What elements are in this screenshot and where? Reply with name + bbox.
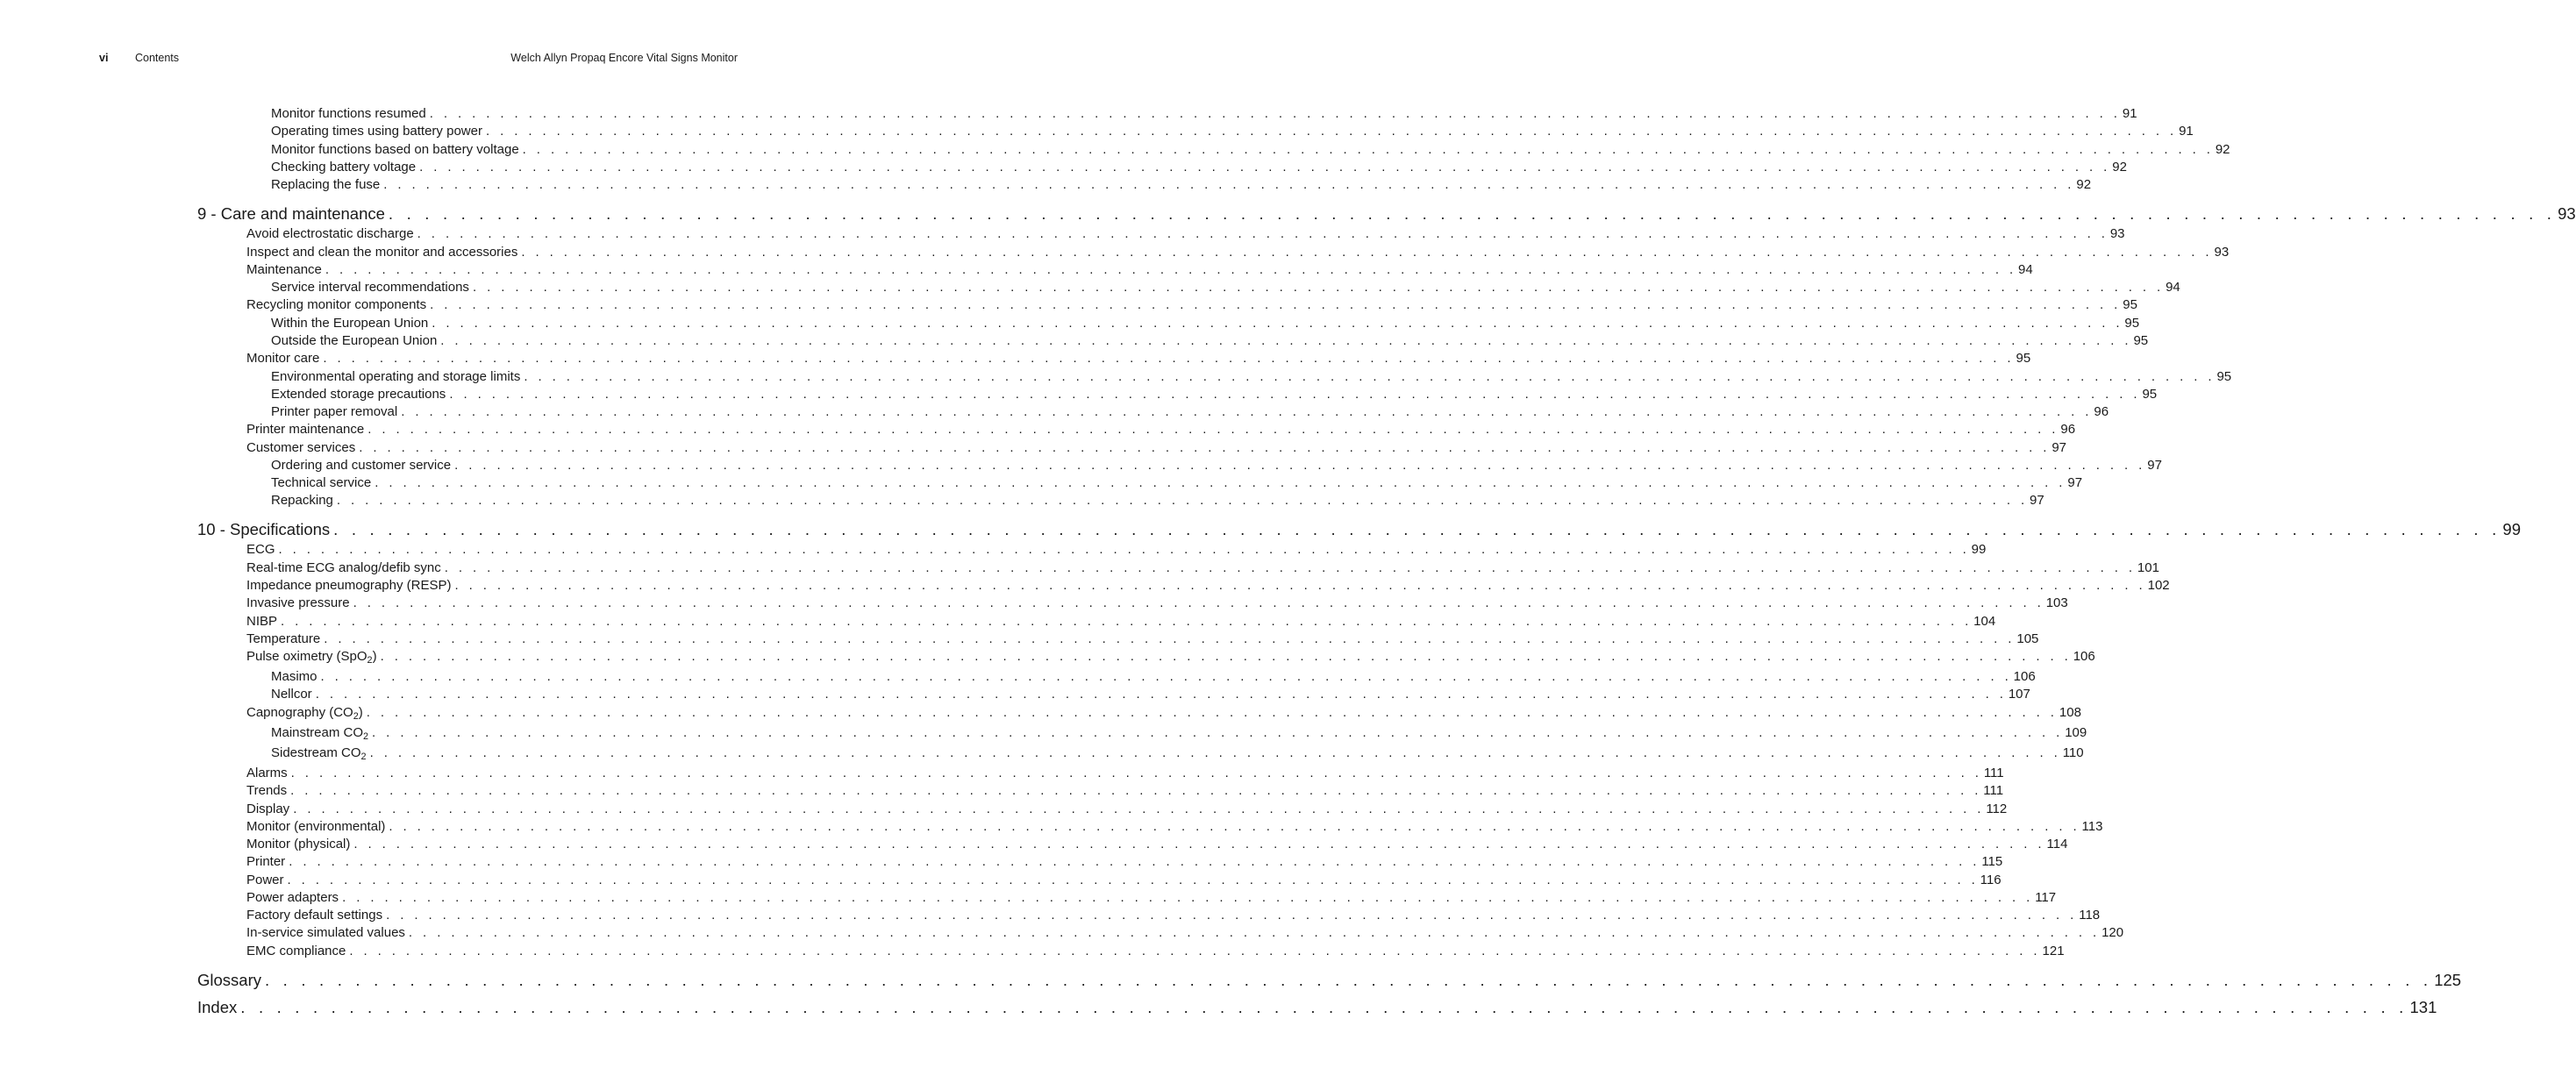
toc-entry[interactable]	[271, 369, 2232, 384]
dot-leader: . . . . . . . . . . . . . . . . . . . . . . . . . . . . . . . . . . . . . . . . . . . . . . . . . . . . . . . . . . . . . . . . . . . . . . . . . . . . . . . . . . . . . . . . . . . . . . . . . . . . . . . . . . . . . . . . . . . . . . . .	[342, 890, 2034, 905]
dot-leader: . . . . . . . . . . . . . . . . . . . . . . . . . . . . . . . . . . . . . . . . . . . . . . . . . . . . . . . . . . . . . . . . . . . . . . . . . . . . . . . . . . . . . . . . . . . . . . . . . . . . . . . . . . . . . . . . . . . . . . . .	[408, 925, 2101, 940]
toc-entry-title: Printer	[246, 854, 286, 869]
toc-page-number: 93	[2109, 226, 2125, 241]
dot-leader: . . . . . . . . . . . . . . . . . . . . . . . . . . . . . . . . . . . . . . . . . . . . . . . . . . . . . . . . . . . . . . . . . . . . . . . . . . . . . . . . . . . . . . . . . . . . . . . . . . . . . . . . . . . . . . . . . . . . . . . .	[324, 631, 2016, 646]
toc-page-number: 93	[2558, 204, 2576, 223]
toc-entry-title: Monitor (environmental)	[246, 819, 386, 834]
dot-leader: . . . . . . . . . . . . . . . . . . . . . . . . . . . . . . . . . . . . . . . . . . . . . . . . . . . . . . . . . . . . . . . . . . . . . . . . . . . . . . . . . . . . . . . . . . . . . . . . . . . . . . . . . . . . . . . . . . . . . . . .	[278, 542, 1970, 557]
dot-leader: . . . . . . . . . . . . . . . . . . . . . . . . . . . . . . . . . . . . . . . . . . . . . . . . . . . . . . . . . . . . . . . . . . . . . . . . . . . . . . . . . . . . . . . . . . . . . . . . . . . . . . . . . . . . . . . . . . . . . . . .	[432, 316, 2123, 331]
toc-page-number: 95	[2123, 297, 2137, 312]
toc-entry[interactable]	[271, 124, 2194, 139]
toc-entry-title: Masimo	[271, 669, 318, 684]
toc-entry-title: Monitor functions based on battery voltage	[271, 142, 519, 157]
toc-entry-title: Monitor functions resumed	[271, 106, 426, 121]
toc-page-number: 93	[2214, 245, 2230, 260]
document-title: Welch Allyn Propaq Encore Vital Signs Monitor	[510, 52, 738, 64]
toc-page-number: 99	[1971, 542, 1987, 557]
toc-page-number: 102	[2147, 578, 2170, 593]
toc-entry[interactable]	[246, 245, 2230, 260]
subscript: 2	[353, 711, 359, 723]
dot-leader: . . . . . . . . . . . . . . . . . . . . . . . . . . . . . . . . . . . . . . . . . . . . . . . . . . . . . . . . . . . . . . . . . . . . . . . . . . . . . . . . . . . . . . . . . . . . . . . . . . . . . . . . . . . . . . . . . . . . . . . .	[336, 493, 2029, 508]
dot-leader: . . . . . . . . . . . . . . . . . . . . . . . . . . . . . . . . . . . . . . . . . . . . . . . . . . . . . . . . . . . . . . . . . . . . . . . . . . . . . . . . . . . . . . . . . . . . . . . . . . . . . . . . . . . . . . . . . . . . . . . .	[333, 520, 2501, 538]
toc-entry-title: Sidestream $CO_2$	[271, 745, 367, 763]
toc-entry[interactable]	[246, 854, 2003, 869]
toc-entry[interactable]	[246, 766, 2004, 780]
dot-leader: . . . . . . . . . . . . . . . . . . . . . . . . . . . . . . . . . . . . . . . . . . . . . . . . . . . . . . . . . . . . . . . . . . . . . . . . . . . . . . . . . . . . . . . . . . . . . . . . . . . . . . . . . . . . . . . . . . . . . . . .	[325, 262, 2017, 277]
toc-entry-title: Replacing the fuse	[271, 177, 381, 192]
toc-entry[interactable]	[246, 631, 2039, 646]
toc-entry-title: Power adapters	[246, 890, 339, 905]
dot-leader: . . . . . . . . . . . . . . . . . . . . . . . . . . . . . . . . . . . . . . . . . . . . . . . . . . . . . . . . . . . . . . . . . . . . . . . . . . . . . . . . . . . . . . . . . . . . . . . . . . . . . . . . . . . . . . . . . . . . . . . .	[521, 245, 2213, 260]
toc-page-number: 95	[2133, 333, 2149, 348]
toc-page-number: 113	[2081, 819, 2103, 834]
subscript: 2	[367, 655, 373, 666]
toc-page-number: 96	[2094, 404, 2109, 419]
toc-entry-title: In-service simulated values	[246, 925, 405, 940]
toc-entry-title: Monitor care	[246, 351, 320, 366]
toc-page-number: 106	[2013, 669, 2036, 684]
dot-leader: . . . . . . . . . . . . . . . . . . . . . . . . . . . . . . . . . . . . . . . . . . . . . . . . . . . . . . . . . . . . . . . . . . . . . . . . . . . . . . . . . . . . . . . . . . . . . . . . . . . . . . . . . . . . . . . . . . . . . . . .	[388, 204, 2557, 223]
toc-entry-title: Extended storage precautions	[271, 387, 446, 402]
toc-entry-title: 10 - Specifications	[197, 520, 331, 538]
toc-entry[interactable]	[271, 687, 2030, 702]
dot-leader: . . . . . . . . . . . . . . . . . . . . . . . . . . . . . . . . . . . . . . . . . . . . . . . . . . . . . . . . . . . . . . . . . . . . . . . . . . . . . . . . . . . . . . . . . . . . . . . . . . . . . . . . . . . . . . . . . . . . . . . .	[454, 578, 2146, 593]
dot-leader: . . . . . . . . . . . . . . . . . . . . . . . . . . . . . . . . . . . . . . . . . . . . . . . . . . . . . . . . . . . . . . . . . . . . . . . . . . . . . . . . . . . . . . . . . . . . . . . . . . . . . . . . . . . . . . . . . . . . . . . .	[430, 297, 2122, 312]
dot-leader: . . . . . . . . . . . . . . . . . . . . . . . . . . . . . . . . . . . . . . . . . . . . . . . . . . . . . . . . . . . . . . . . . . . . . . . . . . . . . . . . . . . . . . . . . . . . . . . . . . . . . . . . . . . . . . . . . . . . . . . .	[472, 280, 2165, 295]
toc-entry-title: Maintenance	[246, 262, 322, 277]
toc-page-number: 108	[2059, 705, 2081, 720]
dot-leader: . . . . . . . . . . . . . . . . . . . . . . . . . . . . . . . . . . . . . . . . . . . . . . . . . . . . . . . . . . . . . . . . . . . . . . . . . . . . . . . . . . . . . . . . . . . . . . . . . . . . . . . . . . . . . . . . . . . . . . . .	[401, 404, 2093, 419]
section-title: Contents	[135, 52, 180, 64]
dot-leader: . . . . . . . . . . . . . . . . . . . . . . . . . . . . . . . . . . . . . . . . . . . . . . . . . . . . . . . . . . . . . . . . . . . . . . . . . . . . . . . . . . . . . . . . . . . . . . . . . . . . . . . . . . . . . . . . . . . . . . . .	[419, 160, 2111, 175]
toc-entry-title: Recycling monitor components	[246, 297, 427, 312]
dot-leader: . . . . . . . . . . . . . . . . . . . . . . . . . . . . . . . . . . . . . . . . . . . . . . . . . . . . . . . . . . . . . . . . . . . . . . . . . . . . . . . . . . . . . . . . . . . . . . . . . . . . . . . . . . . . . . . . . . . . . . . .	[417, 226, 2109, 241]
toc-entry[interactable]	[271, 725, 2087, 743]
toc-entry[interactable]	[271, 142, 2230, 157]
toc-entry-title: Index	[197, 998, 238, 1016]
toc-page-number: 95	[2142, 387, 2158, 402]
toc-entry[interactable]	[246, 226, 2125, 241]
toc-page-number: 118	[2079, 908, 2101, 923]
toc-page-number: 91	[2122, 106, 2137, 121]
toc-page-number: 125	[2434, 971, 2462, 989]
toc-entry-title: Checking battery voltage	[271, 160, 417, 175]
toc-page-number: 116	[1980, 873, 2002, 887]
toc-entry[interactable]	[271, 669, 2036, 684]
toc-page-number: 92	[2112, 160, 2127, 175]
toc-entry-title: Inspect and clean the monitor and accessories	[246, 245, 518, 260]
toc-entry-title: Service interval recommendations	[271, 280, 469, 295]
dot-leader: . . . . . . . . . . . . . . . . . . . . . . . . . . . . . . . . . . . . . . . . . . . . . . . . . . . . . . . . . . . . . . . . . . . . . . . . . . . . . . . . . . . . . . . . . . . . . . . . . . . . . . . . . . . . . . . . . . . . . . . .	[524, 369, 2216, 384]
toc-entry-title: Display	[246, 802, 290, 816]
toc-entry-title: Operating times using battery power	[271, 124, 482, 139]
toc-entry-title: Temperature	[246, 631, 321, 646]
toc-page-number: 111	[1983, 766, 2004, 780]
toc-page-number: 114	[2046, 837, 2068, 851]
dot-leader: . . . . . . . . . . . . . . . . . . . . . . . . . . . . . . . . . . . . . . . . . . . . . . . . . . . . . . . . . . . . . . . . . . . . . . . . . . . . . . . . . . . . . . . . . . . . . . . . . . . . . . . . . . . . . . . . . . . . . . . .	[353, 595, 2044, 610]
toc-entry[interactable]	[246, 351, 2031, 366]
toc-page-number: 111	[1983, 783, 2004, 798]
toc-entry[interactable]	[271, 106, 2137, 121]
toc-page-number: 97	[2030, 493, 2044, 508]
toc-page-number: 94	[2166, 280, 2180, 295]
toc-entry[interactable]	[246, 649, 2095, 666]
toc-entry[interactable]	[246, 422, 2076, 437]
toc-entry[interactable]	[271, 387, 2158, 402]
subscript: 2	[363, 731, 369, 743]
toc-page-number: 95	[2016, 351, 2031, 366]
toc-entry-title: Invasive pressure	[246, 595, 350, 610]
toc-entry-title: Capnography $(CO_2)$	[246, 705, 363, 723]
toc-page-number: 97	[2052, 440, 2067, 455]
toc-entry-title: Monitor (physical)	[246, 837, 351, 851]
dot-leader: . . . . . . . . . . . . . . . . . . . . . . . . . . . . . . . . . . . . . . . . . . . . . . . . . . . . . . . . . . . . . . . . . . . . . . . . . . . . . . . . . . . . . . . . . . . . . . . . . . . . . . . . . . . . . . . . . . . . . . . .	[389, 819, 2080, 834]
toc-entry-title: Impedance pneumography (RESP)	[246, 578, 452, 593]
toc-entry[interactable]	[246, 890, 2057, 905]
toc-entry-title: 9 - Care and maintenance	[197, 204, 385, 223]
toc-page-number: 92	[2076, 177, 2092, 192]
toc-page-number: 97	[2147, 458, 2162, 473]
toc-page-number: 109	[2065, 725, 2087, 740]
toc-entry[interactable]	[271, 177, 2092, 192]
toc-page-number: 95	[2216, 369, 2232, 384]
toc-entry[interactable]	[246, 944, 2065, 958]
dot-leader: . . . . . . . . . . . . . . . . . . . . . . . . . . . . . . . . . . . . . . . . . . . . . . . . . . . . . . . . . . . . . . . . . . . . . . . . . . . . . . . . . . . . . . . . . . . . . . . . . . . . . . . . . . . . . . . . . . . . . . . .	[240, 998, 2408, 1016]
toc-page-number: 103	[2045, 595, 2068, 610]
toc-page-number: 117	[2035, 890, 2057, 905]
dot-leader: . . . . . . . . . . . . . . . . . . . . . . . . . . . . . . . . . . . . . . . . . . . . . . . . . . . . . . . . . . . . . . . . . . . . . . . . . . . . . . . . . . . . . . . . . . . . . . . . . . . . . . . . . . . . . . . . . . . . . . . .	[366, 705, 2058, 720]
toc-entry-title: Within the European Union	[271, 316, 429, 331]
toc-entry[interactable]	[246, 819, 2103, 834]
toc-page-number: 112	[1986, 802, 2008, 816]
toc-page-number: 99	[2502, 520, 2521, 538]
toc-entry[interactable]	[246, 783, 2004, 798]
dot-leader: . . . . . . . . . . . . . . . . . . . . . . . . . . . . . . . . . . . . . . . . . . . . . . . . . . . . . . . . . . . . . . . . . . . . . . . . . . . . . . . . . . . . . . . . . . . . . . . . . . . . . . . . . . . . . . . . . . . . . . . .	[522, 142, 2214, 157]
toc-entry-title: Power	[246, 873, 284, 887]
dot-leader: . . . . . . . . . . . . . . . . . . . . . . . . . . . . . . . . . . . . . . . . . . . . . . . . . . . . . . . . . . . . . . . . . . . . . . . . . . . . . . . . . . . . . . . . . . . . . . . . . . . . . . . . . . . . . . . . . . . . . . . .	[449, 387, 2141, 402]
toc-page-number: 131	[2409, 998, 2437, 1016]
dot-leader: . . . . . . . . . . . . . . . . . . . . . . . . . . . . . . . . . . . . . . . . . . . . . . . . . . . . . . . . . . . . . . . . . . . . . . . . . . . . . . . . . . . . . . . . . . . . . . . . . . . . . . . . . . . . . . . . . . . . . . . .	[290, 766, 1982, 780]
toc-page-number: 104	[1973, 614, 1996, 629]
toc-entry-title: Repacking	[271, 493, 333, 508]
dot-leader: . . . . . . . . . . . . . . . . . . . . . . . . . . . . . . . . . . . . . . . . . . . . . . . . . . . . . . . . . . . . . . . . . . . . . . . . . . . . . . . . . . . . . . . . . . . . . . . . . . . . . . . . . . . . . . . . . . . . . . . .	[454, 458, 2146, 473]
toc-entry[interactable]	[271, 745, 2084, 763]
toc-entry[interactable]	[271, 475, 2083, 490]
dot-leader: . . . . . . . . . . . . . . . . . . . . . . . . . . . . . . . . . . . . . . . . . . . . . . . . . . . . . . . . . . . . . . . . . . . . . . . . . . . . . . . . . . . . . . . . . . . . . . . . . . . . . . . . . . . . . . . . . . . . . . . .	[444, 560, 2136, 575]
toc-entry[interactable]	[246, 837, 2068, 851]
dot-leader: . . . . . . . . . . . . . . . . . . . . . . . . . . . . . . . . . . . . . . . . . . . . . . . . . . . . . . . . . . . . . . . . . . . . . . . . . . . . . . . . . . . . . . . . . . . . . . . . . . . . . . . . . . . . . . . . . . . . . . . .	[367, 422, 2059, 437]
toc-entry-title: Nellcor	[271, 687, 312, 702]
dot-leader: . . . . . . . . . . . . . . . . . . . . . . . . . . . . . . . . . . . . . . . . . . . . . . . . . . . . . . . . . . . . . . . . . . . . . . . . . . . . . . . . . . . . . . . . . . . . . . . . . . . . . . . . . . . . . . . . . . . . . . . .	[375, 475, 2066, 490]
toc-entry[interactable]	[246, 908, 2101, 923]
toc-entry[interactable]	[246, 614, 1996, 629]
dot-leader: . . . . . . . . . . . . . . . . . . . . . . . . . . . . . . . . . . . . . . . . . . . . . . . . . . . . . . . . . . . . . . . . . . . . . . . . . . . . . . . . . . . . . . . . . . . . . . . . . . . . . . . . . . . . . . . . . . . . . . . .	[289, 854, 1980, 869]
toc-entry[interactable]	[271, 333, 2149, 348]
toc-entry-title: Trends	[246, 783, 288, 798]
toc-entry[interactable]	[246, 440, 2067, 455]
toc-entry-title: Glossary	[197, 971, 261, 989]
toc-entry[interactable]	[271, 280, 2180, 295]
dot-leader: . . . . . . . . . . . . . . . . . . . . . . . . . . . . . . . . . . . . . . . . . . . . . . . . . . . . . . . . . . . . . . . . . . . . . . . . . . . . . . . . . . . . . . . . . . . . . . . . . . . . . . . . . . . . . . . . . . . . . . . .	[281, 614, 1973, 629]
toc-page-number: 107	[2008, 687, 2030, 702]
toc-entry-title: Environmental operating and storage limits	[271, 369, 521, 384]
toc-page-number: 120	[2101, 925, 2124, 940]
toc-entry-title: Mainstream $CO_2$	[271, 725, 369, 743]
dot-leader: . . . . . . . . . . . . . . . . . . . . . . . . . . . . . . . . . . . . . . . . . . . . . . . . . . . . . . . . . . . . . . . . . . . . . . . . . . . . . . . . . . . . . . . . . . . . . . . . . . . . . . . . . . . . . . . . . . . . . . . .	[380, 649, 2072, 664]
toc-page-number: 115	[1981, 854, 2003, 869]
toc-entry-title: Printer maintenance	[246, 422, 365, 437]
toc-entry[interactable]	[271, 458, 2162, 473]
toc-entry-title: Pulse oximetry (SpO$_2$)	[246, 649, 377, 666]
dot-leader: . . . . . . . . . . . . . . . . . . . . . . . . . . . . . . . . . . . . . . . . . . . . . . . . . . . . . . . . . . . . . . . . . . . . . . . . . . . . . . . . . . . . . . . . . . . . . . . . . . . . . . . . . . . . . . . . . . . . . . . .	[369, 745, 2061, 760]
dot-leader: . . . . . . . . . . . . . . . . . . . . . . . . . . . . . . . . . . . . . . . . . . . . . . . . . . . . . . . . . . . . . . . . . . . . . . . . . . . . . . . . . . . . . . . . . . . . . . . . . . . . . . . . . . . . . . . . . . . . . . . .	[320, 669, 2012, 684]
dot-leader: . . . . . . . . . . . . . . . . . . . . . . . . . . . . . . . . . . . . . . . . . . . . . . . . . . . . . . . . . . . . . . . . . . . . . . . . . . . . . . . . . . . . . . . . . . . . . . . . . . . . . . . . . . . . . . . . . . . . . . . .	[315, 687, 2007, 702]
toc-entry-title: EMC compliance	[246, 944, 346, 958]
toc-entry[interactable]	[246, 802, 2008, 816]
dot-leader: . . . . . . . . . . . . . . . . . . . . . . . . . . . . . . . . . . . . . . . . . . . . . . . . . . . . . . . . . . . . . . . . . . . . . . . . . . . . . . . . . . . . . . . . . . . . . . . . . . . . . . . . . . . . . . . . . . . . . . . .	[429, 106, 2121, 121]
dot-leader: . . . . . . . . . . . . . . . . . . . . . . . . . . . . . . . . . . . . . . . . . . . . . . . . . . . . . . . . . . . . . . . . . . . . . . . . . . . . . . . . . . . . . . . . . . . . . . . . . . . . . . . . . . . . . . . . . . . . . . . .	[372, 725, 2064, 740]
toc-entry[interactable]	[246, 925, 2124, 940]
toc-chapter-entry[interactable]	[197, 520, 2521, 539]
dot-leader: . . . . . . . . . . . . . . . . . . . . . . . . . . . . . . . . . . . . . . . . . . . . . . . . . . . . . . . . . . . . . . . . . . . . . . . . . . . . . . . . . . . . . . . . . . . . . . . . . . . . . . . . . . . . . . . . . . . . . . . .	[353, 837, 2045, 851]
toc-entry[interactable]	[246, 297, 2137, 312]
toc-entry-title: Factory default settings	[246, 908, 383, 923]
dot-leader: . . . . . . . . . . . . . . . . . . . . . . . . . . . . . . . . . . . . . . . . . . . . . . . . . . . . . . . . . . . . . . . . . . . . . . . . . . . . . . . . . . . . . . . . . . . . . . . . . . . . . . . . . . . . . . . . . . . . . . . .	[440, 333, 2132, 348]
dot-leader: . . . . . . . . . . . . . . . . . . . . . . . . . . . . . . . . . . . . . . . . . . . . . . . . . . . . . . . . . . . . . . . . . . . . . . . . . . . . . . . . . . . . . . . . . . . . . . . . . . . . . . . . . . . . . . . . . . . . . . . .	[349, 944, 2041, 958]
page-number: vi	[99, 52, 109, 64]
toc-entry[interactable]	[246, 705, 2081, 723]
dot-leader: . . . . . . . . . . . . . . . . . . . . . . . . . . . . . . . . . . . . . . . . . . . . . . . . . . . . . . . . . . . . . . . . . . . . . . . . . . . . . . . . . . . . . . . . . . . . . . . . . . . . . . . . . . . . . . . . . . . . . . . .	[359, 440, 2051, 455]
subscript: 2	[360, 752, 367, 763]
toc-page-number: 94	[2018, 262, 2033, 277]
toc-page-number: 121	[2042, 944, 2065, 958]
toc-entry[interactable]	[271, 404, 2109, 419]
toc-page-number: 101	[2137, 560, 2159, 575]
toc-page-number: 96	[2060, 422, 2076, 437]
toc-entry[interactable]	[271, 160, 2127, 175]
dot-leader: . . . . . . . . . . . . . . . . . . . . . . . . . . . . . . . . . . . . . . . . . . . . . . . . . . . . . . . . . . . . . . . . . . . . . . . . . . . . . . . . . . . . . . . . . . . . . . . . . . . . . . . . . . . . . . . . . . . . . . . .	[287, 873, 1979, 887]
toc-entry-title: Printer paper removal	[271, 404, 398, 419]
toc-page-number: 110	[2062, 745, 2084, 760]
dot-leader: . . . . . . . . . . . . . . . . . . . . . . . . . . . . . . . . . . . . . . . . . . . . . . . . . . . . . . . . . . . . . . . . . . . . . . . . . . . . . . . . . . . . . . . . . . . . . . . . . . . . . . . . . . . . . . . . . . . . . . . .	[293, 802, 1985, 816]
dot-leader: . . . . . . . . . . . . . . . . . . . . . . . . . . . . . . . . . . . . . . . . . . . . . . . . . . . . . . . . . . . . . . . . . . . . . . . . . . . . . . . . . . . . . . . . . . . . . . . . . . . . . . . . . . . . . . . . . . . . . . . .	[383, 177, 2075, 192]
toc-entry-title: Customer services	[246, 440, 356, 455]
toc-entry[interactable]	[271, 316, 2140, 331]
toc-page-number: 91	[2179, 124, 2194, 139]
toc-entry-title: ECG	[246, 542, 275, 557]
toc-page-number: 105	[2016, 631, 2039, 646]
toc-page-number: 106	[2073, 649, 2095, 664]
dot-leader: . . . . . . . . . . . . . . . . . . . . . . . . . . . . . . . . . . . . . . . . . . . . . . . . . . . . . . . . . . . . . . . . . . . . . . . . . . . . . . . . . . . . . . . . . . . . . . . . . . . . . . . . . . . . . . . . . . . . . . . .	[323, 351, 2015, 366]
toc-page-number: 92	[2215, 142, 2230, 157]
toc-entry-title: Ordering and customer service	[271, 458, 452, 473]
dot-leader: . . . . . . . . . . . . . . . . . . . . . . . . . . . . . . . . . . . . . . . . . . . . . . . . . . . . . . . . . . . . . . . . . . . . . . . . . . . . . . . . . . . . . . . . . . . . . . . . . . . . . . . . . . . . . . . . . . . . . . . .	[290, 783, 1982, 798]
dot-leader: . . . . . . . . . . . . . . . . . . . . . . . . . . . . . . . . . . . . . . . . . . . . . . . . . . . . . . . . . . . . . . . . . . . . . . . . . . . . . . . . . . . . . . . . . . . . . . . . . . . . . . . . . . . . . . . . . . . . . . . .	[265, 971, 2433, 989]
toc-entry[interactable]	[271, 493, 2044, 508]
toc-entry[interactable]	[246, 595, 2068, 610]
toc-entry[interactable]	[246, 578, 2170, 593]
toc-entry-title: Technical service	[271, 475, 372, 490]
toc-page-number: 97	[2067, 475, 2083, 490]
toc-entry[interactable]	[246, 262, 2033, 277]
toc-entry-title: Outside the European Union	[271, 333, 438, 348]
toc-entry[interactable]	[246, 873, 2002, 887]
toc-entry-title: Alarms	[246, 766, 288, 780]
toc-chapter-entry[interactable]	[197, 204, 2576, 224]
toc-entry[interactable]	[246, 542, 1987, 557]
toc-chapter-entry[interactable]	[197, 998, 2437, 1017]
toc-entry-title: NIBP	[246, 614, 278, 629]
dot-leader: . . . . . . . . . . . . . . . . . . . . . . . . . . . . . . . . . . . . . . . . . . . . . . . . . . . . . . . . . . . . . . . . . . . . . . . . . . . . . . . . . . . . . . . . . . . . . . . . . . . . . . . . . . . . . . . . . . . . . . . .	[485, 124, 2178, 139]
toc-chapter-entry[interactable]	[197, 971, 2462, 990]
dot-leader: . . . . . . . . . . . . . . . . . . . . . . . . . . . . . . . . . . . . . . . . . . . . . . . . . . . . . . . . . . . . . . . . . . . . . . . . . . . . . . . . . . . . . . . . . . . . . . . . . . . . . . . . . . . . . . . . . . . . . . . .	[386, 908, 2078, 923]
toc-entry[interactable]	[246, 560, 2159, 575]
toc-entry-title: Real-time ECG analog/defib sync	[246, 560, 441, 575]
toc-entry-title: Avoid electrostatic discharge	[246, 226, 414, 241]
toc-page-number: 95	[2124, 316, 2140, 331]
